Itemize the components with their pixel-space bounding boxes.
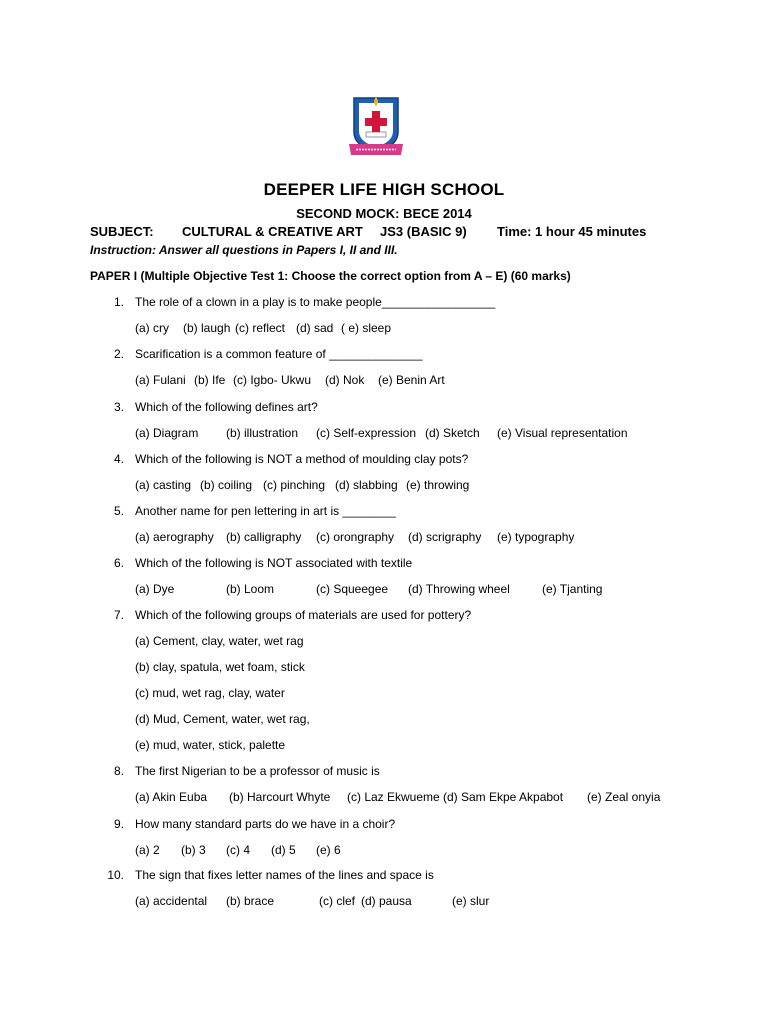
school-crest-logo [346,94,406,160]
question-number: 6. [113,556,124,570]
option-e: (e) Zeal onyia [587,790,661,804]
option-e: (e) typography [497,530,575,544]
subject-name: CULTURAL & CREATIVE ART [182,224,363,239]
option-d: (d) 5 [271,843,296,857]
option-e: (e) slur [452,894,490,908]
option-c: (c) pinching [263,478,326,492]
option-d: (d) sad [296,321,334,335]
option-b: (b) 3 [181,843,206,857]
option-c: (c) 4 [226,843,250,857]
question-number: 10. [107,868,124,882]
paper-heading: PAPER I (Multiple Objective Test 1: Choose the correct option from A – E) (60 marks) [90,269,571,283]
option-a: (a) aerography [135,530,214,544]
option-b: (b) laugh [183,321,231,335]
question-number: 1. [113,295,124,309]
question-number: 2. [113,347,124,361]
option-c: (c) Squeegee [316,582,389,596]
question-text: Which of the following defines art? [135,400,318,414]
question-text: The first Nigerian to be a professor of music is [135,764,380,778]
question-number: 3. [113,400,124,414]
question-number: 5. [113,504,124,518]
option-e: (e) Visual representation [497,426,628,440]
time-label: Time: 1 hour 45 minutes [497,224,647,239]
exam-title: SECOND MOCK: BECE 2014 [296,206,472,221]
option-a: (a) Dye [135,582,175,596]
question-number: 7. [113,608,124,622]
option-a: (a) Diagram [135,426,199,440]
question-text: Which of the following groups of materials are used for pottery? [135,608,472,622]
option-c: (c) Laz Ekwueme [347,790,440,804]
option-b: (b) illustration [226,426,299,440]
option-b: (b) calligraphy [226,530,302,544]
option-d: (d) Sketch [425,426,480,440]
option-d: (d) scrigraphy [408,530,482,544]
question-text: Another name for pen lettering in art is ________ [135,504,396,518]
option-e: (e) throwing [406,478,470,492]
option-c: (c) Self-expression [316,426,417,440]
class-label: JS3 (BASIC 9) [380,224,467,239]
option-a: (a) Fulani [135,373,186,387]
subject-label: SUBJECT: [90,224,154,239]
option-e: (e) Tjanting [542,582,603,596]
question-number: 9. [113,817,124,831]
option-e: (e) 6 [316,843,341,857]
subject-row [90,224,710,242]
option-a: (a) casting [135,478,192,492]
option-b: (b) coiling [200,478,253,492]
option-e: (e) Benin Art [378,373,445,387]
option-e: ( e) sleep [341,321,392,335]
question-text: Which of the following is NOT associated with textile [135,556,413,570]
option-b: (b) Loom [226,582,275,596]
option-c: (c) clef [319,894,355,908]
option-d: (d) Sam Ekpe Akpabot [443,790,564,804]
option-a: (a) 2 [135,843,160,857]
option-b: (b) Harcourt Whyte [229,790,331,804]
option-a: (a) Cement, clay, water, wet rag [135,634,304,648]
option-c: (c) mud, wet rag, clay, water [135,686,285,700]
option-b: (b) Ife [194,373,226,387]
option-d: (d) Nok [325,373,365,387]
option-c: (c) Igbo- Ukwu [233,373,312,387]
option-d: (d) slabbing [335,478,398,492]
option-c: (c) reflect [235,321,286,335]
question-number: 8. [113,764,124,778]
question-text: Which of the following is NOT a method of moulding clay pots? [135,452,469,466]
option-a: (a) cry [135,321,169,335]
option-b: (b) brace [226,894,275,908]
school-name: DEEPER LIFE HIGH SCHOOL [263,180,505,199]
option-a: (a) accidental [135,894,208,908]
option-a: (a) Akin Euba [135,790,208,804]
question-text: Scarification is a common feature of ______________ [135,347,423,361]
question-text: The role of a clown in a play is to make people_________________ [135,295,496,309]
option-e: (e) mud, water, stick, palette [135,738,286,752]
option-d: (d) Throwing wheel [408,582,510,596]
option-d: (d) Mud, Cement, water, wet rag, [135,712,310,726]
option-b: (b) clay, spatula, wet foam, stick [135,660,305,674]
question-text: How many standard parts do we have in a choir? [135,817,396,831]
question-text: The sign that fixes letter names of the lines and space is [135,868,434,882]
option-c: (c) orongraphy [316,530,395,544]
question-number: 4. [113,452,124,466]
option-d: (d) pausa [361,894,412,908]
instruction-text: Instruction: Answer all questions in Papers I, II and III. [90,243,398,257]
